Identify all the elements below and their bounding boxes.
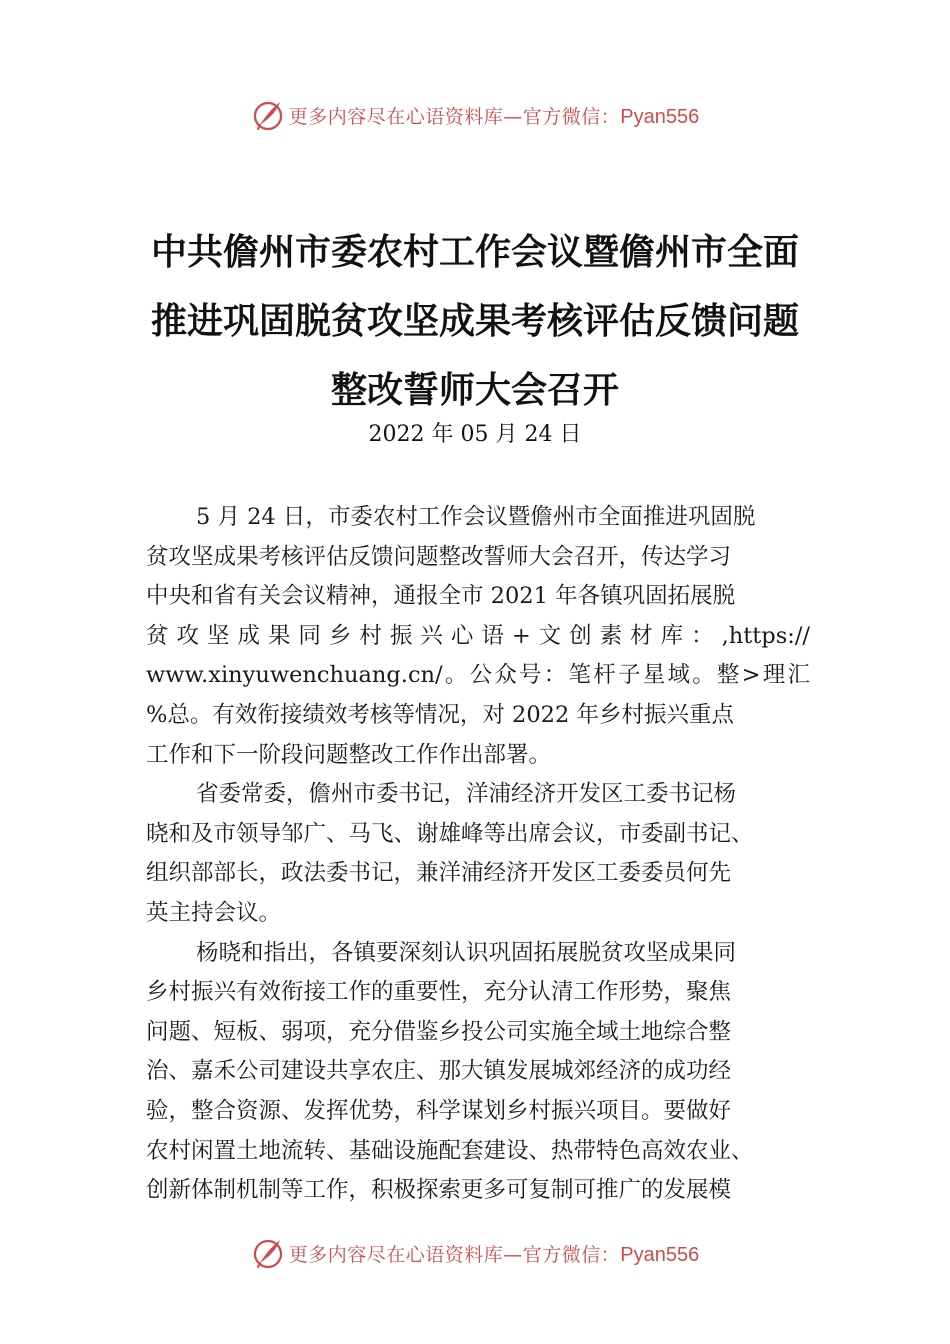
- paragraph-line: 晓和及市领导邹广、马飞、谢雄峰等出席会议，市委副书记、: [146, 820, 754, 847]
- paragraph-line: 英主持会议。: [146, 899, 282, 926]
- paragraph-line: 治、嘉禾公司建设共享农庄、那大镇发展城郊经济的成功经: [146, 1058, 732, 1085]
- watermark-header: [0, 95, 950, 135]
- paragraph-line: 省委常委，儋州市委书记，洋浦经济开发区工委书记杨: [196, 781, 737, 808]
- article-body: [146, 498, 810, 1211]
- paragraph-line: 创新体制机制等工作，积极探索更多可复制可推广的发展模: [146, 1177, 732, 1204]
- quill-pen-icon: [251, 98, 285, 132]
- paragraph-line: 中央和省有关会议精神，通报全市 2021 年各镇巩固拓展脱: [146, 583, 736, 610]
- title-line: 推进巩固脱贫攻坚成果考核评估反馈问题: [150, 300, 799, 342]
- document-title: [120, 218, 830, 425]
- paragraph-line: 农村闲置土地流转、基础设施配套建设、热带特色高效农业、: [146, 1137, 754, 1164]
- watermark-id: Pyan556: [620, 1243, 700, 1266]
- quill-pen-icon: [251, 1236, 285, 1270]
- paragraph-line: 乡村振兴有效衔接工作的重要性，充分认清工作形势，聚焦: [146, 979, 732, 1006]
- watermark-id: Pyan556: [620, 105, 700, 128]
- watermark-footer: [0, 1233, 950, 1273]
- watermark-text: 更多内容尽在心语资料库—官方微信：Pyan556: [288, 105, 700, 128]
- paragraph-line: 验，整合资源、发挥优势，科学谋划乡村振兴项目。要做好: [146, 1097, 732, 1124]
- publish-date: 2022 年 05 月 24 日: [368, 422, 582, 447]
- title-line: 整改誓师大会召开: [330, 369, 619, 411]
- title-line: 中共儋州市委农村工作会议暨儋州市全面: [150, 231, 799, 273]
- paragraph-line: 贫攻坚成果考核评估反馈问题整改誓师大会召开，传达学习: [146, 543, 732, 570]
- paragraph-line: 贫攻坚成果同乡村振兴心语+文创素材库：,https://: [146, 622, 810, 649]
- paragraph-line: www.xinyuwenchuang.cn/。公众号：笔杆子星域。整>理汇: [146, 662, 810, 689]
- paragraph-line: 组织部部长，政法委书记，兼洋浦经济开发区工委委员何先: [146, 860, 732, 887]
- paragraph-line: 5 月 24 日，市委农村工作会议暨儋州市全面推进巩固脱: [196, 504, 756, 530]
- paragraph-line: %总。有效衔接绩效考核等情况，对 2022 年乡村振兴重点: [146, 701, 734, 728]
- paragraph-line: 工作和下一阶段问题整改工作作出部署。: [146, 741, 552, 768]
- watermark-text: 更多内容尽在心语资料库—官方微信：Pyan556: [288, 1243, 700, 1266]
- paragraph-line: 杨晓和指出，各镇要深刻认识巩固拓展脱贫攻坚成果同: [196, 939, 737, 966]
- paragraph-line: 问题、短板、弱项，充分借鉴乡投公司实施全域土地综合整: [146, 1018, 732, 1045]
